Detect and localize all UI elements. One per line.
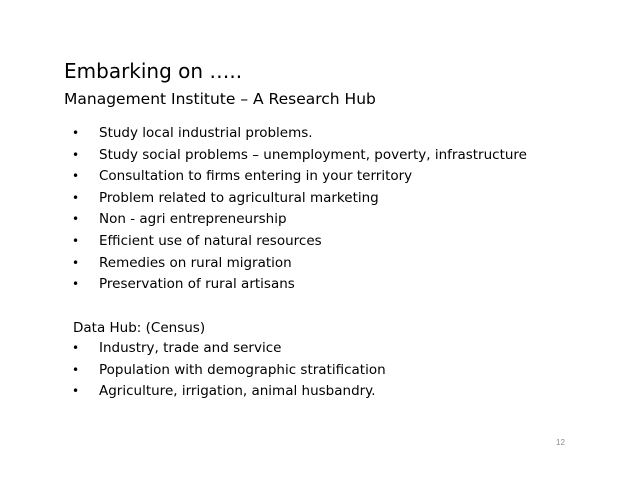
list-item-text: Agriculture, irrigation, animal husbandry. [99, 383, 376, 400]
list-item [72, 381, 386, 403]
slide-subtitle: Management Institute – A Research Hub [64, 90, 376, 108]
list-item-text: Remedies on rural migration [99, 254, 292, 271]
list-item-text: Preservation of rural artisans [99, 276, 295, 293]
bullet: • [72, 384, 80, 399]
list-item-text: Population with demographic stratification [99, 361, 386, 378]
bullet: • [72, 212, 80, 227]
list-item [72, 188, 527, 210]
list-item [72, 274, 527, 296]
list-item-text: Study local industrial problems. [99, 125, 313, 141]
list-item [72, 209, 527, 231]
list-item [72, 231, 527, 253]
list-item-text: Study social problems – unemployment, poverty, infrastructure [99, 146, 527, 163]
list-item-text: Consultation to firms entering in your territory [99, 168, 413, 185]
page-number: 12 [556, 438, 565, 447]
data-hub-heading: Data Hub: (Census) [73, 320, 206, 336]
data-hub-list [72, 338, 386, 403]
list-item-text: Non - agri entrepreneurship [99, 211, 287, 228]
list-item [72, 253, 527, 275]
list-item-text: Efficient use of natural resources [99, 232, 322, 249]
bullet: • [72, 341, 80, 355]
bullet: • [72, 277, 80, 292]
bullet: • [72, 190, 80, 205]
bullet: • [72, 255, 80, 270]
slide-title: Embarking on ….. [64, 59, 243, 83]
list-item [72, 145, 527, 167]
list-item [72, 360, 386, 382]
bullet: • [72, 147, 80, 162]
list-item [72, 166, 527, 188]
list-item-text: Industry, trade and service [99, 340, 282, 356]
bullet: • [72, 126, 80, 140]
list-item-text: Problem related to agricultural marketing [99, 189, 379, 206]
research-list [72, 123, 527, 296]
bullet: • [72, 169, 80, 184]
bullet: • [72, 362, 80, 377]
list-item [72, 338, 386, 360]
list-item [72, 123, 527, 145]
bullet: • [72, 233, 80, 248]
